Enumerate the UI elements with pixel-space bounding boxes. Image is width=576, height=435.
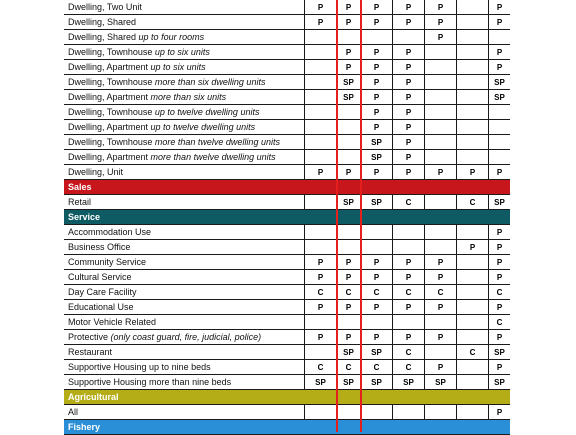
permission-cell — [424, 120, 456, 135]
permission-cell: P — [488, 240, 510, 255]
permission-cell — [424, 75, 456, 90]
use-name: Dwelling, Apartment — [68, 92, 151, 102]
permission-cell — [336, 30, 360, 45]
permission-cell: P — [392, 135, 424, 150]
permission-cell: C — [304, 360, 336, 375]
table-row — [64, 270, 510, 285]
permission-cell — [304, 105, 336, 120]
use-name: Dwelling, Two Unit — [68, 2, 142, 12]
use-name: Dwelling, Apartment — [68, 122, 151, 132]
permission-cell: SP — [336, 375, 360, 390]
table-row — [64, 315, 510, 330]
permission-cell: SP — [360, 135, 392, 150]
permission-cell: SP — [336, 90, 360, 105]
highlight-column-right-line — [360, 0, 362, 432]
permission-cell: C — [392, 195, 424, 210]
use-name: Dwelling, Shared — [68, 17, 137, 27]
use-qualifier: up to twelve dwelling units — [150, 122, 256, 132]
permission-cell: P — [392, 60, 424, 75]
permission-cell — [456, 285, 488, 300]
permission-cell: P — [304, 300, 336, 315]
permission-cell — [456, 0, 488, 15]
table-row — [64, 75, 510, 90]
permission-cell: P — [336, 255, 360, 270]
use-name: Day Care Facility — [68, 287, 137, 297]
permission-cell: C — [488, 315, 510, 330]
permission-cell — [304, 120, 336, 135]
permission-cell — [456, 375, 488, 390]
permission-cell — [424, 135, 456, 150]
permission-cell — [456, 105, 488, 120]
permission-cell — [360, 315, 392, 330]
table-row — [64, 345, 510, 360]
table-row — [64, 45, 510, 60]
use-qualifier: more than twelve dwelling units — [154, 137, 280, 147]
permission-cell: P — [304, 0, 336, 15]
permission-cell: SP — [336, 345, 360, 360]
permission-cell: C — [488, 285, 510, 300]
permission-cell: P — [488, 45, 510, 60]
use-label — [68, 270, 132, 285]
table-row — [64, 405, 510, 420]
permission-cell: P — [336, 300, 360, 315]
permission-cell — [424, 240, 456, 255]
permission-cell — [488, 150, 510, 165]
permission-cell — [336, 135, 360, 150]
permission-cell — [488, 105, 510, 120]
table-row — [64, 300, 510, 315]
permission-cell: P — [488, 60, 510, 75]
permission-cell — [304, 225, 336, 240]
table-row — [64, 120, 510, 135]
use-name: Educational Use — [68, 302, 134, 312]
permission-cell — [488, 120, 510, 135]
permission-cell: P — [360, 75, 392, 90]
table-row — [64, 135, 510, 150]
permission-cell: P — [392, 15, 424, 30]
permission-cell: P — [456, 240, 488, 255]
permission-cell: P — [424, 165, 456, 180]
permission-cell — [304, 30, 336, 45]
permission-cell — [456, 360, 488, 375]
use-label — [68, 345, 112, 360]
permission-cell — [336, 315, 360, 330]
permission-cell: P — [360, 0, 392, 15]
permission-cell — [424, 45, 456, 60]
permission-cell — [304, 405, 336, 420]
permission-cell: SP — [360, 150, 392, 165]
permission-cell — [456, 225, 488, 240]
permission-cell: SP — [488, 75, 510, 90]
permission-cell — [456, 300, 488, 315]
permission-cell: P — [488, 255, 510, 270]
use-label — [68, 0, 142, 15]
permission-cell — [456, 30, 488, 45]
use-label — [68, 300, 134, 315]
use-name: Dwelling, Townhouse — [68, 107, 155, 117]
use-label — [68, 330, 261, 345]
permission-cell: SP — [360, 195, 392, 210]
permission-cell — [424, 90, 456, 105]
use-name: Dwelling, Apartment — [68, 152, 151, 162]
permission-cell: C — [360, 360, 392, 375]
permission-cell — [424, 60, 456, 75]
permission-cell: P — [392, 120, 424, 135]
permission-cell — [456, 15, 488, 30]
permission-cell: P — [392, 165, 424, 180]
permission-cell: P — [488, 165, 510, 180]
permission-cell: P — [336, 165, 360, 180]
permission-cell — [424, 315, 456, 330]
permission-cell — [424, 225, 456, 240]
permission-cell — [304, 60, 336, 75]
permission-cell: SP — [304, 375, 336, 390]
permission-cell: SP — [424, 375, 456, 390]
use-qualifier: up to four rooms — [138, 32, 205, 42]
table-row — [64, 30, 510, 45]
permission-cell: P — [488, 405, 510, 420]
permission-cell: SP — [336, 195, 360, 210]
permission-cell: P — [488, 0, 510, 15]
table-row — [64, 105, 510, 120]
permission-cell: P — [360, 45, 392, 60]
permission-cell: P — [336, 45, 360, 60]
permission-cell: P — [304, 255, 336, 270]
permission-cell: P — [304, 270, 336, 285]
section-header-fishery — [64, 420, 510, 435]
table-row — [64, 15, 510, 30]
use-label — [68, 255, 146, 270]
permission-cell: P — [360, 300, 392, 315]
permission-cell: P — [424, 360, 456, 375]
permission-cell: P — [392, 270, 424, 285]
permission-cell: C — [360, 285, 392, 300]
permission-cell — [456, 315, 488, 330]
permission-cell: C — [456, 195, 488, 210]
use-name: Dwelling, Townhouse — [68, 137, 155, 147]
permission-cell: SP — [488, 90, 510, 105]
table-row — [64, 165, 510, 180]
permission-cell — [456, 60, 488, 75]
use-label — [68, 60, 206, 75]
use-label — [68, 150, 276, 165]
permission-cell — [304, 135, 336, 150]
permission-cell — [456, 270, 488, 285]
use-name: Dwelling, Townhouse — [68, 47, 155, 57]
permission-cell: P — [360, 270, 392, 285]
use-qualifier: more than twelve dwelling units — [150, 152, 276, 162]
permission-cell: P — [336, 0, 360, 15]
use-label — [68, 360, 211, 375]
permission-cell: SP — [392, 375, 424, 390]
permission-cell — [304, 45, 336, 60]
permission-cell: C — [336, 360, 360, 375]
permission-cell: P — [488, 270, 510, 285]
permission-cell — [360, 225, 392, 240]
permission-cell: C — [424, 285, 456, 300]
permission-cell: P — [360, 60, 392, 75]
permission-cell: P — [336, 330, 360, 345]
permission-cell — [360, 240, 392, 255]
table-row — [64, 285, 510, 300]
use-qualifier: more than six dwelling units — [154, 77, 266, 87]
permission-cell: P — [456, 165, 488, 180]
use-name: Business Office — [68, 242, 131, 252]
section-title: Agricultural — [68, 392, 119, 402]
use-name: Retail — [68, 197, 92, 207]
permission-cell: P — [392, 45, 424, 60]
use-label — [68, 165, 123, 180]
permission-cell — [304, 75, 336, 90]
use-label — [68, 120, 255, 135]
section-title: Sales — [68, 182, 92, 192]
permission-cell: C — [304, 285, 336, 300]
use-qualifier: up to six units — [150, 62, 206, 72]
permission-cell — [336, 105, 360, 120]
permission-cell — [424, 345, 456, 360]
permission-cell — [424, 405, 456, 420]
use-name: Dwelling, Shared — [68, 32, 139, 42]
use-name: Protective — [68, 332, 111, 342]
use-label — [68, 45, 210, 60]
use-name: Cultural Service — [68, 272, 132, 282]
section-title: Service — [68, 212, 101, 222]
highlight-column-left-line — [336, 0, 338, 432]
permission-cell — [424, 105, 456, 120]
permission-cell: P — [360, 165, 392, 180]
use-name: All — [68, 407, 79, 417]
permission-cell: P — [392, 300, 424, 315]
permission-cell: P — [392, 90, 424, 105]
use-label — [68, 15, 136, 30]
permission-cell: P — [392, 255, 424, 270]
permission-cell: C — [392, 345, 424, 360]
permission-cell — [456, 90, 488, 105]
permission-cell — [336, 150, 360, 165]
permission-cell: P — [392, 0, 424, 15]
permission-cell — [360, 405, 392, 420]
table-row — [64, 90, 510, 105]
permission-cell: P — [424, 15, 456, 30]
table-row — [64, 255, 510, 270]
permission-cell: C — [392, 360, 424, 375]
permission-cell: P — [336, 60, 360, 75]
use-name: Accommodation Use — [68, 227, 152, 237]
use-label — [68, 225, 151, 240]
section-header-agricultural — [64, 390, 510, 405]
use-label — [68, 30, 204, 45]
permission-cell — [456, 405, 488, 420]
permission-cell: SP — [360, 345, 392, 360]
permission-cell — [456, 135, 488, 150]
use-label — [68, 405, 78, 420]
permission-cell — [304, 150, 336, 165]
section-header-sales — [64, 180, 510, 195]
permission-cell — [336, 225, 360, 240]
use-name: Restaurant — [68, 347, 113, 357]
permission-cell: P — [488, 330, 510, 345]
permission-cell: P — [360, 90, 392, 105]
permission-cell — [488, 30, 510, 45]
permission-cell — [456, 120, 488, 135]
permission-cell: SP — [360, 375, 392, 390]
permission-cell: P — [488, 15, 510, 30]
permission-cell: P — [360, 255, 392, 270]
use-name: Dwelling, Unit — [68, 167, 124, 177]
table-row — [64, 360, 510, 375]
permission-cell: P — [304, 330, 336, 345]
permission-cell: P — [424, 270, 456, 285]
permission-cell — [456, 255, 488, 270]
section-header-service — [64, 210, 510, 225]
table-row — [64, 375, 510, 390]
use-label — [68, 135, 280, 150]
table-row — [64, 195, 510, 210]
table-row — [64, 330, 510, 345]
use-label — [68, 240, 130, 255]
permission-cell: C — [392, 285, 424, 300]
permission-cell: SP — [488, 195, 510, 210]
permission-cell: P — [304, 165, 336, 180]
permission-cell: P — [392, 105, 424, 120]
permission-cell: P — [360, 105, 392, 120]
permission-cell: P — [304, 15, 336, 30]
permission-cell: P — [392, 330, 424, 345]
use-label — [68, 375, 231, 390]
permission-cell — [456, 75, 488, 90]
use-label — [68, 285, 137, 300]
use-name: Supportive Housing up to nine beds — [68, 362, 211, 372]
permission-cell: P — [392, 150, 424, 165]
use-label — [68, 105, 259, 120]
permission-cell — [392, 30, 424, 45]
permission-cell: P — [424, 0, 456, 15]
permission-cell — [392, 240, 424, 255]
permission-cell: C — [336, 285, 360, 300]
use-qualifier: (only coast guard, fire, judicial, police) — [110, 332, 262, 342]
permission-cell: P — [488, 300, 510, 315]
table-row — [64, 225, 510, 240]
permission-cell — [456, 45, 488, 60]
permission-cell: P — [360, 330, 392, 345]
permission-cell: P — [360, 15, 392, 30]
use-name: Dwelling, Apartment — [68, 62, 151, 72]
use-label — [68, 195, 91, 210]
permission-cell — [392, 315, 424, 330]
permission-cell — [336, 240, 360, 255]
table-row — [64, 60, 510, 75]
permission-cell — [336, 405, 360, 420]
permission-cell — [456, 150, 488, 165]
use-label — [68, 315, 156, 330]
permission-cell — [304, 240, 336, 255]
permission-cell: P — [360, 120, 392, 135]
permission-cell: SP — [488, 375, 510, 390]
permission-cell: P — [488, 225, 510, 240]
use-name: Community Service — [68, 257, 147, 267]
use-name: Dwelling, Townhouse — [68, 77, 155, 87]
section-title: Fishery — [68, 422, 101, 432]
permission-cell: P — [336, 270, 360, 285]
permission-cell — [360, 30, 392, 45]
permission-cell: SP — [488, 345, 510, 360]
permission-cell — [424, 150, 456, 165]
permission-cell — [304, 195, 336, 210]
permission-cell: P — [488, 360, 510, 375]
permission-cell: P — [336, 15, 360, 30]
use-qualifier: more than six units — [150, 92, 227, 102]
table-row — [64, 240, 510, 255]
permission-cell — [488, 135, 510, 150]
permission-cell — [392, 405, 424, 420]
permission-cell: SP — [336, 75, 360, 90]
permission-cell: P — [424, 30, 456, 45]
table-row — [64, 0, 510, 15]
permission-cell — [304, 90, 336, 105]
use-label — [68, 75, 265, 90]
permission-cell — [304, 345, 336, 360]
use-label — [68, 90, 226, 105]
permission-cell — [304, 315, 336, 330]
permission-cell: P — [392, 75, 424, 90]
permission-cell — [424, 195, 456, 210]
permission-cell: C — [456, 345, 488, 360]
use-qualifier: up to six units — [154, 47, 210, 57]
use-name: Supportive Housing more than nine beds — [68, 377, 232, 387]
permission-cell: P — [424, 255, 456, 270]
permission-cell — [456, 330, 488, 345]
table-row — [64, 150, 510, 165]
permission-cell: P — [424, 300, 456, 315]
use-name: Motor Vehicle Related — [68, 317, 157, 327]
permission-cell — [392, 225, 424, 240]
permission-cell — [336, 120, 360, 135]
use-qualifier: up to twelve dwelling units — [154, 107, 260, 117]
permission-cell: P — [424, 330, 456, 345]
